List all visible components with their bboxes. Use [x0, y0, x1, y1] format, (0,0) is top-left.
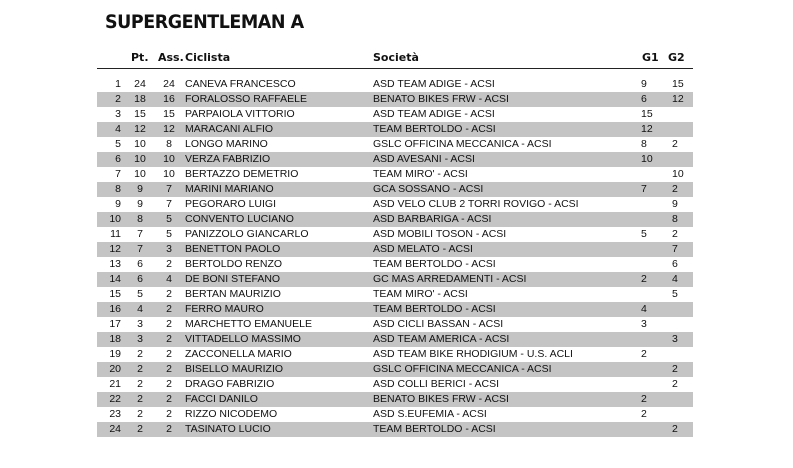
cell-g2: 10 — [672, 168, 684, 180]
cell-assoluti: 2 — [166, 333, 172, 345]
header-g1: G1 — [642, 51, 659, 64]
table-row — [97, 392, 693, 407]
cell-position: 11 — [110, 228, 121, 240]
cell-assoluti: 2 — [166, 318, 172, 330]
cell-position: 9 — [115, 198, 121, 210]
cell-ciclista: MARCHETTO EMANUELE — [185, 318, 312, 330]
cell-assoluti: 4 — [166, 273, 172, 285]
cell-societa: TEAM MIRO' - ACSI — [373, 288, 468, 300]
cell-position: 13 — [109, 258, 121, 270]
cell-g1: 4 — [641, 303, 647, 315]
cell-points: 2 — [137, 393, 143, 405]
cell-ciclista: BERTAN MAURIZIO — [185, 288, 281, 300]
cell-societa: TEAM MIRO' - ACSI — [373, 168, 468, 180]
cell-g2: 3 — [672, 333, 678, 345]
cell-position: 19 — [109, 348, 121, 360]
table-row — [97, 422, 693, 437]
cell-societa: ASD MELATO - ACSI — [373, 243, 473, 255]
table-row — [97, 242, 693, 257]
cell-ciclista: BERTOLDO RENZO — [185, 258, 283, 270]
cell-points: 2 — [137, 408, 143, 420]
cell-points: 3 — [137, 318, 143, 330]
cell-assoluti: 10 — [163, 153, 175, 165]
cell-position: 5 — [115, 138, 121, 150]
cell-societa: ASD CICLI BASSAN - ACSI — [373, 318, 504, 330]
cell-position: 2 — [115, 93, 121, 105]
cell-assoluti: 2 — [166, 303, 172, 315]
cell-societa: ASD TEAM ADIGE - ACSI — [373, 108, 495, 120]
table-row — [97, 137, 693, 152]
table-row — [97, 272, 693, 287]
table-row — [97, 182, 693, 197]
cell-ciclista: PARPAIOLA VITTORIO — [185, 108, 295, 120]
cell-ciclista: PANIZZOLO GIANCARLO — [185, 228, 309, 240]
cell-assoluti: 7 — [166, 198, 172, 210]
cell-position: 12 — [109, 243, 121, 255]
cell-points: 18 — [134, 93, 146, 105]
cell-position: 3 — [115, 108, 121, 120]
cell-g1: 12 — [641, 123, 653, 135]
cell-position: 18 — [109, 333, 121, 345]
cell-g2: 2 — [672, 363, 678, 375]
cell-ciclista: PEGORARO LUIGI — [185, 198, 277, 210]
table-row — [97, 257, 693, 272]
table-row — [97, 407, 693, 422]
cell-points: 10 — [134, 153, 146, 165]
cell-g2: 2 — [672, 423, 678, 435]
cell-g1: 15 — [641, 108, 653, 120]
table-row — [97, 122, 693, 137]
cell-points: 2 — [137, 363, 143, 375]
cell-societa: TEAM BERTOLDO - ACSI — [373, 258, 496, 270]
cell-points: 6 — [137, 258, 143, 270]
cell-g2: 5 — [672, 288, 678, 300]
cell-points: 2 — [137, 423, 143, 435]
cell-points: 24 — [134, 78, 146, 90]
cell-g2: 8 — [672, 213, 678, 225]
cell-g1: 5 — [641, 228, 647, 240]
cell-g1: 2 — [641, 393, 647, 405]
cell-societa: GSLC OFFICINA MECCANICA - ACSI — [373, 363, 552, 375]
cell-points: 9 — [137, 198, 143, 210]
cell-ciclista: MARACANI ALFIO — [185, 123, 274, 135]
cell-assoluti: 2 — [166, 288, 172, 300]
cell-societa: ASD TEAM AMERICA - ACSI — [373, 333, 510, 345]
cell-points: 8 — [137, 213, 143, 225]
cell-societa: TEAM BERTOLDO - ACSI — [373, 423, 496, 435]
cell-position: 22 — [109, 393, 121, 405]
cell-points: 5 — [137, 288, 143, 300]
table-row — [97, 332, 693, 347]
cell-position: 10 — [109, 213, 121, 225]
header-pt: Pt. — [131, 51, 149, 64]
cell-points: 15 — [134, 108, 146, 120]
cell-g2: 2 — [672, 183, 678, 195]
table-row — [97, 152, 693, 167]
cell-assoluti: 8 — [166, 138, 172, 150]
cell-assoluti: 2 — [166, 378, 172, 390]
cell-assoluti: 2 — [166, 393, 172, 405]
cell-g1: 3 — [641, 318, 647, 330]
cell-ciclista: CONVENTO LUCIANO — [185, 213, 294, 225]
header-g2: G2 — [668, 51, 685, 64]
cell-societa: GSLC OFFICINA MECCANICA - ACSI — [373, 138, 552, 150]
cell-assoluti: 16 — [163, 93, 175, 105]
cell-position: 8 — [115, 183, 121, 195]
cell-assoluti: 12 — [163, 123, 175, 135]
cell-societa: TEAM BERTOLDO - ACSI — [373, 123, 496, 135]
cell-assoluti: 2 — [166, 258, 172, 270]
cell-g2: 12 — [672, 93, 684, 105]
cell-ciclista: BERTAZZO DEMETRIO — [185, 168, 299, 180]
cell-position: 24 — [109, 423, 121, 435]
cell-assoluti: 24 — [163, 78, 175, 90]
cell-g1: 6 — [641, 93, 647, 105]
cell-societa: ASD VELO CLUB 2 TORRI ROVIGO - ACSI — [373, 198, 579, 210]
header-ciclista: Ciclista — [185, 51, 231, 64]
cell-g2: 15 — [672, 78, 684, 90]
ranking-table-body — [97, 77, 693, 437]
cell-assoluti: 2 — [166, 348, 172, 360]
cell-assoluti: 15 — [163, 108, 175, 120]
cell-points: 10 — [134, 168, 146, 180]
cell-societa: BENATO BIKES FRW - ACSI — [373, 393, 509, 405]
cell-points: 2 — [137, 378, 143, 390]
cell-assoluti: 2 — [166, 408, 172, 420]
cell-points: 6 — [137, 273, 143, 285]
cell-position: 17 — [109, 318, 121, 330]
cell-ciclista: TASINATO LUCIO — [185, 423, 271, 435]
cell-ciclista: FERRO MAURO — [185, 303, 264, 315]
cell-g1: 7 — [641, 183, 647, 195]
cell-position: 20 — [109, 363, 121, 375]
cell-g1: 10 — [641, 153, 653, 165]
cell-assoluti: 5 — [166, 228, 172, 240]
cell-position: 15 — [109, 288, 121, 300]
cell-position: 14 — [109, 273, 121, 285]
cell-ciclista: DRAGO FABRIZIO — [185, 378, 275, 390]
table-row — [97, 227, 693, 242]
table-row — [97, 167, 693, 182]
cell-ciclista: RIZZO NICODEMO — [185, 408, 278, 420]
cell-societa: GCA SOSSANO - ACSI — [373, 183, 484, 195]
cell-societa: ASD S.EUFEMIA - ACSI — [373, 408, 487, 420]
cell-ciclista: DE BONI STEFANO — [185, 273, 281, 285]
cell-g1: 2 — [641, 408, 647, 420]
cell-assoluti: 7 — [166, 183, 172, 195]
header-ass: Ass. — [158, 51, 184, 64]
cell-ciclista: VERZA FABRIZIO — [185, 153, 271, 165]
cell-points: 12 — [134, 123, 146, 135]
table-header — [97, 51, 693, 67]
cell-position: 16 — [109, 303, 121, 315]
cell-g1: 2 — [641, 273, 647, 285]
cell-points: 7 — [137, 228, 143, 240]
table-row — [97, 317, 693, 332]
table-row — [97, 302, 693, 317]
cell-assoluti: 5 — [166, 213, 172, 225]
page-title: SUPERGENTLEMAN A — [105, 11, 304, 33]
cell-societa: ASD TEAM ADIGE - ACSI — [373, 78, 495, 90]
table-row — [97, 92, 693, 107]
cell-g1: 8 — [641, 138, 647, 150]
cell-points: 4 — [137, 303, 143, 315]
cell-assoluti: 3 — [166, 243, 172, 255]
cell-societa: ASD MOBILI TOSON - ACSI — [373, 228, 507, 240]
cell-g2: 9 — [672, 198, 678, 210]
cell-position: 1 — [115, 78, 121, 90]
cell-societa: ASD COLLI BERICI - ACSI — [373, 378, 500, 390]
cell-assoluti: 2 — [166, 363, 172, 375]
cell-points: 7 — [137, 243, 143, 255]
cell-position: 4 — [115, 123, 121, 135]
cell-position: 21 — [109, 378, 121, 390]
table-row — [97, 377, 693, 392]
table-row — [97, 212, 693, 227]
cell-g2: 4 — [672, 273, 678, 285]
cell-ciclista: VITTADELLO MASSIMO — [185, 333, 301, 345]
cell-societa: GC MAS ARREDAMENTI - ACSI — [373, 273, 527, 285]
cell-ciclista: BENETTON PAOLO — [185, 243, 281, 255]
cell-ciclista: LONGO MARINO — [185, 138, 268, 150]
header-societa: Società — [373, 51, 419, 64]
cell-g2: 7 — [672, 243, 678, 255]
cell-points: 3 — [137, 333, 143, 345]
cell-ciclista: FORALOSSO RAFFAELE — [185, 93, 307, 105]
cell-ciclista: FACCI DANILO — [185, 393, 258, 405]
cell-position: 6 — [115, 153, 121, 165]
cell-assoluti: 2 — [166, 423, 172, 435]
cell-g2: 2 — [672, 378, 678, 390]
header-divider — [97, 68, 693, 69]
cell-ciclista: BISELLO MAURIZIO — [185, 363, 284, 375]
table-row — [97, 77, 693, 92]
cell-assoluti: 10 — [163, 168, 175, 180]
cell-points: 2 — [137, 348, 143, 360]
cell-societa: ASD TEAM BIKE RHODIGIUM - U.S. ACLI — [373, 348, 573, 360]
cell-g2: 6 — [672, 258, 678, 270]
cell-g1: 2 — [641, 348, 647, 360]
cell-ciclista: ZACCONELLA MARIO — [185, 348, 292, 360]
table-row — [97, 287, 693, 302]
cell-societa: ASD AVESANI - ACSI — [373, 153, 475, 165]
cell-ciclista: MARINI MARIANO — [185, 183, 274, 195]
table-row — [97, 107, 693, 122]
cell-g1: 9 — [641, 78, 647, 90]
cell-points: 10 — [134, 138, 146, 150]
cell-points: 9 — [137, 183, 143, 195]
cell-position: 23 — [109, 408, 121, 420]
cell-ciclista: CANEVA FRANCESCO — [185, 78, 296, 90]
cell-societa: BENATO BIKES FRW - ACSI — [373, 93, 509, 105]
cell-g2: 2 — [672, 228, 678, 240]
cell-societa: ASD BARBARIGA - ACSI — [373, 213, 492, 225]
table-row — [97, 197, 693, 212]
cell-position: 7 — [115, 168, 121, 180]
cell-g2: 2 — [672, 138, 678, 150]
table-row — [97, 347, 693, 362]
table-row — [97, 362, 693, 377]
cell-societa: TEAM BERTOLDO - ACSI — [373, 303, 496, 315]
